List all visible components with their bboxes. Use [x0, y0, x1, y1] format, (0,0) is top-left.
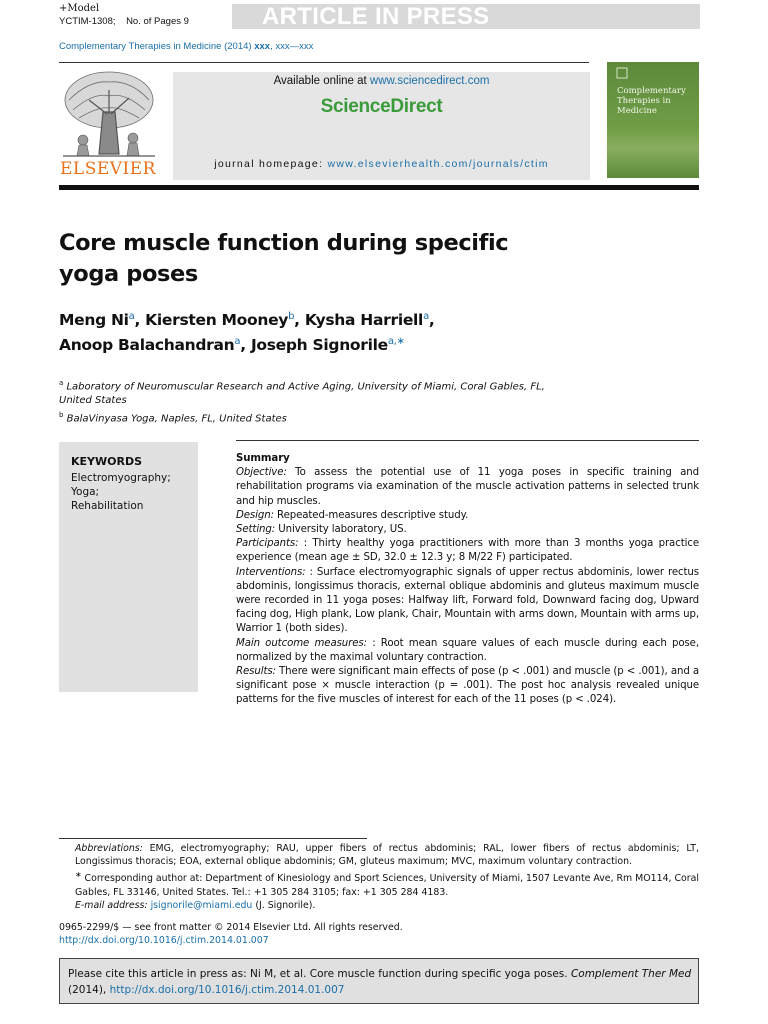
affiliations — [59, 376, 579, 427]
author-line-1: Meng Ni$^a$, Kiersten Mooney$^b$, Kysha Harriell$^a$, — [59, 311, 435, 330]
keyword-item: Rehabilitation — [71, 500, 144, 512]
sciencedirect-link[interactable]: www.sciencedirect.com — [369, 75, 490, 87]
author-affil-link[interactable]: a — [234, 336, 241, 348]
summary-participants: Participants: : Thirty healthy yoga practitioners with more than 3 months yoga practice experience (mean age ± SD, 32.0 ± 12.3 y; 8 M/22 F) participated. — [236, 538, 699, 564]
author-name: Anoop Balachandran — [59, 336, 235, 355]
author-name: Meng Ni — [59, 311, 129, 330]
affiliation-a: $^a$ Laboratory of Neuromuscular Research and Active Aging, University of Miami, Coral Gables, FL, United States — [59, 379, 545, 407]
summary-divider — [236, 440, 699, 441]
author-line-2: Anoop Balachandran$^a$, Joseph Signorile$^{a,∗}$ — [59, 336, 405, 355]
summary-outcome-measures: Main outcome measures: : Root mean square values of each muscle during each pose, normalized by the maximal voluntary contraction. — [236, 637, 699, 663]
corresponding-author-note: ∗ Corresponding author at: Department of Kinesiology and Sport Sciences, University of Miami, 1507 Levante Ave, Rm MO114, Coral Gables, FL 33146, United States. Tel.: +1 305 284 3105; fax: +1 305 284 4183. — [75, 870, 699, 898]
masthead-divider — [59, 185, 699, 190]
footnotes — [59, 842, 699, 912]
cover-emblem-icon — [615, 66, 629, 80]
article-id: YCTIM-1308; — [59, 16, 116, 27]
journal-cover-image — [607, 62, 699, 178]
abbreviations-note: Abbreviations: EMG, electromyography; RAU, upper fibers of rectus abdominis; RAL, lower fibers of rectus abdominis; LT, Longissimus thoracis; EOA, external oblique abdominis; GM, gluteus maximum; MVC, maximum voluntary contraction. — [75, 843, 699, 868]
affiliation-b: $^b$ BalaVinyasa Yoga, Naples, FL, United States — [59, 411, 287, 425]
summary-interventions: Interventions: : Surface electromyographic signals of upper rectus abdominis, lower rectus abdominis, longissimus thoracis, external oblique abdominis and gluteus maximum muscle were recorded in 11 yoga poses: Halfway lift, Forward fold, Downward facing dog, Upward facing dog, High plank, Low plank, Chair, Mountain with arms down, Mountain with arms up, Warrior 1 (both sides). — [236, 566, 699, 635]
summary-heading: Summary — [236, 453, 290, 464]
email-link[interactable]: jsignorile@miami.edu — [150, 899, 253, 911]
journal-homepage: journal homepage: www.elsevierhealth.com/journals/ctim — [214, 158, 549, 170]
publisher-name: ELSEVIER — [60, 159, 156, 179]
keywords-heading: KEYWORDS — [71, 455, 143, 468]
author-list — [59, 306, 619, 356]
summary-objective: Objective: To assess the potential use of 11 yoga poses in specific training and rehabilitation programs via examination of the muscle activation patterns in selected trunk and hip muscles. — [236, 467, 699, 507]
journal-homepage-link[interactable]: www.elsevierhealth.com/journals/ctim — [327, 158, 549, 170]
footnote-divider — [59, 838, 367, 839]
pages-label: No. of Pages — [126, 16, 181, 27]
author-affil-link[interactable]: b — [288, 311, 295, 322]
header-divider — [59, 62, 589, 63]
cite-text: Please cite this article in press as: Ni M, et al. Core muscle function during specific yoga poses. Complement Ther Med (2014), http://dx.doi.org/10.1016/j.ctim.2014.01.007 — [68, 968, 692, 996]
summary-design: Design: Repeated-measures descriptive study. — [236, 509, 469, 521]
keyword-item: Electromyography; — [71, 472, 171, 484]
pages-value: 9 — [183, 16, 189, 27]
author-affil-link[interactable]: a — [128, 311, 135, 322]
issn-line: 0965-2299/$ — see front matter © 2014 Elsevier Ltd. All rights reserved. — [59, 922, 403, 933]
available-online: Available online at www.sciencedirect.com — [273, 75, 490, 87]
article-meta — [59, 16, 189, 27]
doi-link[interactable]: http://dx.doi.org/10.1016/j.ctim.2014.01.007 — [59, 935, 269, 947]
article-title: Core muscle function during specific yoga poses — [59, 230, 509, 287]
article-in-press-text: ARTICLE IN PRESS — [262, 3, 490, 30]
cover-title: Complementary Therapies in Medicine — [617, 86, 686, 116]
author-name: Kiersten Mooney — [145, 311, 289, 330]
abstract-summary — [236, 452, 699, 708]
journal-citation[interactable]: Complementary Therapies in Medicine (2014) xxx, xxx—xxx — [59, 41, 314, 52]
author-affil-link[interactable]: a — [423, 311, 429, 322]
email-note: E-mail address: jsignorile@miami.edu (J. Signorile). — [75, 899, 316, 911]
tree-icon — [59, 70, 159, 158]
cite-doi-link[interactable]: http://dx.doi.org/10.1016/j.ctim.2014.01.007 — [109, 984, 345, 996]
summary-results: Results: There were significant main effects of pose (p < .001) and muscle (p < .001), and a significant pose × muscle interaction (p = .001). The post hoc analysis revealed unique patterns for the five muscles of interest for each of the 11 poses (p < .024). — [236, 666, 699, 706]
keywords-list — [71, 471, 171, 513]
author-name: Kysha Harriell — [304, 311, 424, 330]
cite-journal: Complement Ther Med — [570, 968, 692, 980]
author-name: Joseph Signorile — [250, 336, 388, 355]
plus-model-label: +Model — [59, 3, 100, 14]
author-affil-link[interactable]: a,∗ — [387, 336, 405, 348]
keyword-item: Yoga; — [71, 486, 100, 498]
sciencedirect-logo: ScienceDirect — [320, 96, 443, 117]
journal-volume: xxx — [254, 41, 271, 52]
summary-setting: Setting: University laboratory, US. — [236, 524, 407, 536]
copyright-block — [59, 921, 699, 947]
